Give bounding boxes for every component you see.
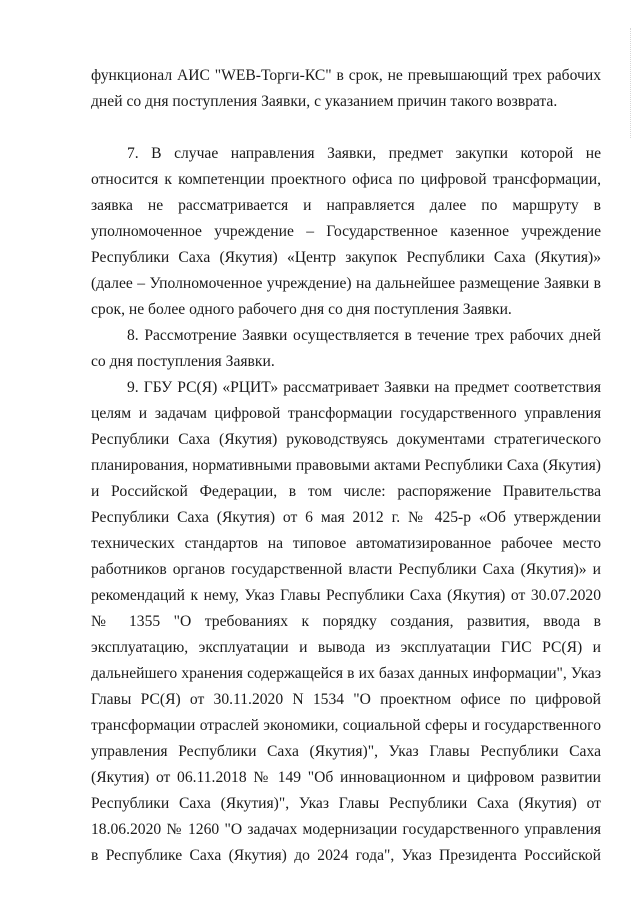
text-line: рекомендаций к нему, Указ Главы Республики Саха (Якутия) от 30.07.2020 [91, 587, 601, 604]
text-line: Республики Саха (Якутия) руководствуясь документами стратегического [91, 431, 601, 448]
text-line: Республики Саха (Якутия)", Указ Главы Республики Саха (Якутия) от [91, 795, 601, 812]
text-line: 18.06.2020 № 1260 "О задачах модернизации государственного управления [91, 821, 601, 838]
text-line: Республики Саха (Якутия) «Центр закупок Республики Саха (Якутия)» [91, 249, 601, 266]
scan-margin-marks [630, 28, 637, 138]
text-line: заявка не рассматривается и направляется далее по маршруту в [91, 197, 601, 214]
paragraph-8-first-line: 8. Рассмотрение Заявки осуществляется в течение трех рабочих дней [127, 327, 601, 344]
text-line: целям и задачам цифровой трансформации государственного управления [91, 405, 601, 422]
text-line: планирования, нормативными правовыми актами Республики Саха (Якутия) [91, 457, 601, 474]
text-line: № 1355 "О требованиях к порядку создания, развития, ввода в [91, 613, 601, 630]
paragraph-7-first-line: 7. В случае направления Заявки, предмет закупки которой не [127, 145, 601, 162]
text-line: Республики Саха (Якутия) от 6 мая 2012 г. № 425-р «Об утверждении [91, 509, 601, 526]
text-line: функционал АИС "WEB-Торги-КС" в срок, не превышающий трех рабочих [91, 67, 601, 84]
text-line: относится к компетенции проектного офиса по цифровой трансформации, [91, 171, 601, 188]
text-line: технических стандартов на типовое автоматизированное рабочее место [91, 535, 601, 552]
text-line: срок, не более одного рабочего дня со дня поступления Заявки. [91, 301, 512, 318]
text-line: эксплуатацию, эксплуатации и вывода из эксплуатации ГИС РС(Я) и [91, 639, 601, 656]
text-line: уполномоченное учреждение – Государственное казенное учреждение [91, 223, 601, 240]
text-line: в Республике Саха (Якутия) до 2024 года", Указ Президента Российской [91, 847, 601, 864]
text-line: управления Республики Саха (Якутия)", Указ Главы Республики Саха [91, 743, 601, 760]
text-line: трансформации отраслей экономики, социальной сферы и государственного [91, 717, 601, 734]
text-line: и Российской Федерации, в том числе: распоряжение Правительства [91, 483, 601, 500]
text-line: дней со дня поступления Заявки, с указанием причин такого возврата. [91, 93, 558, 110]
text-line: Главы РС(Я) от 30.11.2020 N 1534 "О проектном офисе по цифровой [91, 691, 601, 708]
text-line: работников органов государственной власти Республики Саха (Якутия)» и [91, 561, 601, 578]
text-line: (Якутия) от 06.11.2018 № 149 "Об инновационном и цифровом развитии [91, 769, 601, 786]
paragraph-9-first-line: 9. ГБУ РС(Я) «РЦИТ» рассматривает Заявки на предмет соответствия [127, 379, 601, 396]
text-line: дальнейшего хранения содержащейся в их базах данных информации", Указ [91, 665, 601, 682]
text-line: (далее – Уполномоченное учреждение) на дальнейшее размещение Заявки в [91, 275, 601, 292]
text-line: со дня поступления Заявки. [91, 353, 275, 370]
